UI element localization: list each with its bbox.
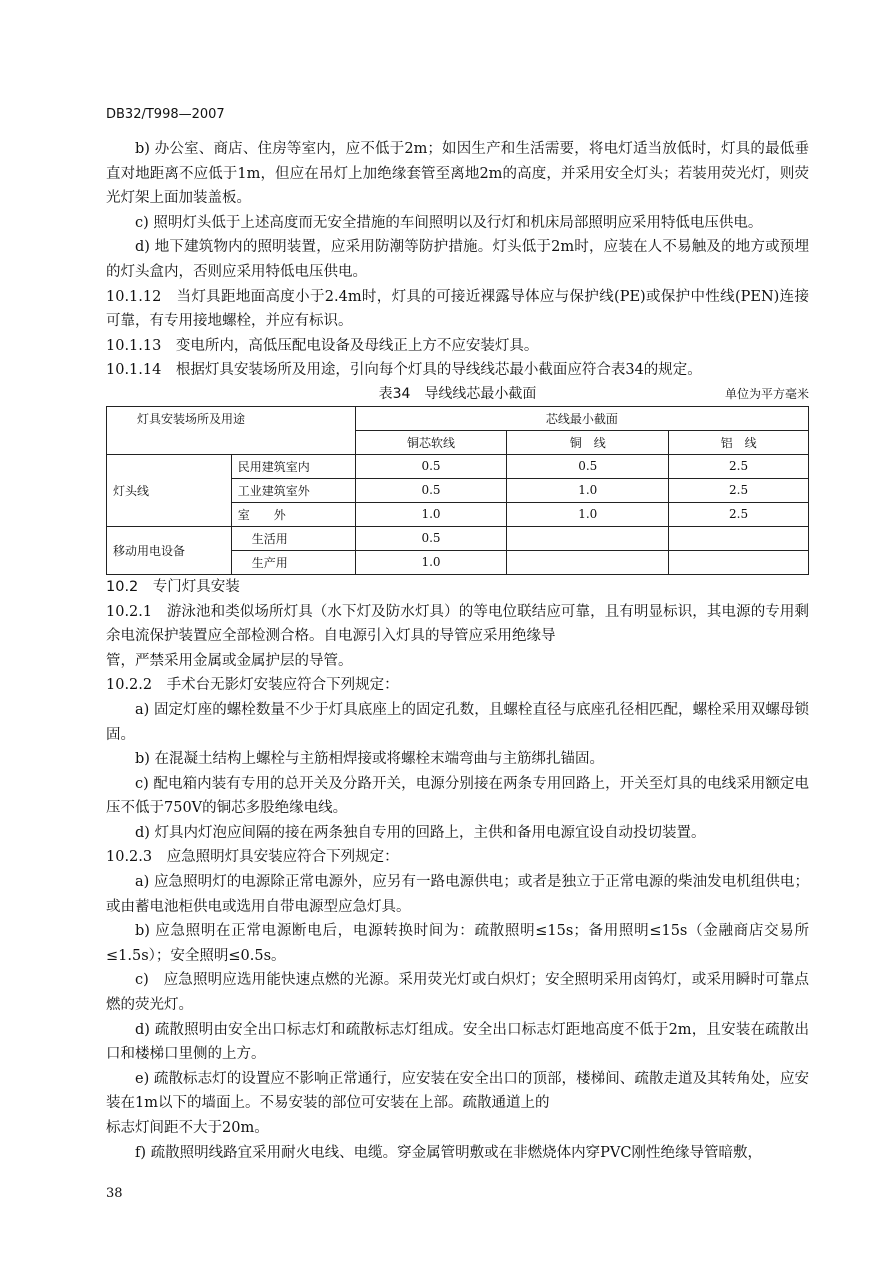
group-lamp-wire: 灯头线 — [107, 454, 232, 526]
row-label: 室 外 — [231, 502, 355, 526]
table-caption-row — [106, 383, 809, 406]
row-label: 民用建筑室内 — [231, 454, 355, 478]
paragraph: c) 配电箱内装有专用的总开关及分路开关，电源分别接在两条专用回路上，开关至灯具的电线采用额定电压不低于750V的铜芯多股绝缘电线。 — [106, 775, 809, 817]
cell: 1.0 — [507, 478, 669, 502]
cell: 1.0 — [507, 502, 669, 526]
cell — [507, 550, 669, 574]
table-caption: 表34 导线线芯最小截面 — [378, 385, 537, 402]
clause-10-2-2: 10.2.2 手术台无影灯安装应符合下列规定： — [106, 677, 399, 694]
header-min-core: 芯线最小截面 — [355, 406, 808, 430]
header-copper-soft: 铜芯软线 — [355, 430, 507, 454]
header-place-usage: 灯具安装场所及用途 — [107, 406, 356, 454]
row-label: 生产用 — [231, 550, 355, 574]
paragraph: f) 疏散照明线路宜采用耐火电线、电缆。穿金属管明敷或在非燃烧体内穿PVC刚性绝缘导管暗敷， — [135, 1144, 762, 1161]
cell: 2.5 — [669, 502, 809, 526]
cell: 0.5 — [355, 454, 507, 478]
document-header: DB32/T998—2007 — [106, 107, 225, 122]
paragraph: c) 照明灯头低于上述高度而无安全措施的车间照明以及行灯和机床局部照明应采用特低电压供电。 — [135, 214, 763, 231]
clause-10-1-14: 10.1.14 根据灯具安装场所及用途，引向每个灯具的导线线芯最小截面应符合表34的规定。 — [106, 362, 702, 379]
cell: 0.5 — [355, 526, 507, 550]
clause-10-1-13: 10.1.13 变电所内，高低压配电设备及母线正上方不应安装灯具。 — [106, 337, 539, 354]
table-unit: 单位为平方毫米 — [724, 386, 809, 401]
cell: 1.0 — [355, 550, 507, 574]
clause-10-1-12: 10.1.12 当灯具距地面高度小于2.4m时，灯具的可接近裸露导体应与保护线(PE)或保护中性线(PEN)连接可靠，有专用接地螺栓，并应有标识。 — [106, 288, 809, 330]
clause-10-2-1-cont: 管，严禁采用金属或金属护层的导管。 — [106, 652, 353, 669]
paragraph: d) 地下建筑物内的照明装置，应采用防潮等防护措施。灯头低于2m时，应装在人不易触及的地方或预埋的灯头盒内，否则应采用特低电压供电。 — [106, 239, 809, 280]
cell — [669, 526, 809, 550]
table-row — [107, 454, 809, 478]
cell: 1.0 — [355, 502, 507, 526]
group-mobile-equipment: 移动用电设备 — [107, 526, 232, 574]
header-aluminum: 铝 线 — [669, 430, 809, 454]
section-10-2-heading: 10.2 专门灯具安装 — [106, 578, 240, 595]
clause-10-2-3: 10.2.3 应急照明灯具安装应符合下列规定： — [106, 849, 399, 866]
cell: 2.5 — [669, 454, 809, 478]
table-row — [107, 526, 809, 550]
paragraph: d) 灯具内灯泡应间隔的接在两条独自专用的回路上，主供和备用电源宜设自动投切装置。 — [135, 824, 706, 841]
paragraph: c) 应急照明应选用能快速点燃的光源。采用荧光灯或白炽灯；安全照明采用卤钨灯，或采用瞬时可靠点燃的荧光灯。 — [106, 972, 809, 1014]
paragraph: e) 疏散标志灯的设置应不影响正常通行，应安装在安全出口的顶部，楼梯间、疏散走道及其转角处，应安装在1m以下的墙面上。不易安装的部位可安装在上部。疏散通道上的 — [106, 1070, 809, 1112]
header-copper: 铜 线 — [507, 430, 669, 454]
page-content — [106, 137, 809, 1165]
cell: 0.5 — [507, 454, 669, 478]
cell — [669, 550, 809, 574]
paragraph: b) 应急照明在正常电源断电后，电源转换时间为：疏散照明≤15s；备用照明≤15s（金融商店交易所≤1.5s）；安全照明≤0.5s。 — [106, 923, 809, 964]
paragraph: b) 办公室、商店、住房等室内，应不低于2m；如因生产和生活需要，将电灯适当放低时，灯具的最低垂直对地距离不应低于1m，但应在吊灯上加绝缘套管至离地2m的高度，并采用安全灯头；若装用荧光灯，则荧光灯架上面加装盖板。 — [106, 141, 809, 207]
row-label: 工业建筑室外 — [231, 478, 355, 502]
page-number: 38 — [106, 1186, 123, 1201]
paragraph: d) 疏散照明由安全出口标志灯和疏散标志灯组成。安全出口标志灯距地高度不低于2m，且安装在疏散出口和楼梯口里侧的上方。 — [106, 1021, 809, 1063]
row-label: 生活用 — [231, 526, 355, 550]
cell — [507, 526, 669, 550]
paragraph: a) 固定灯座的螺栓数量不少于灯具底座上的固定孔数，且螺栓直径与底座孔径相匹配，螺栓采用双螺母锁固。 — [106, 701, 809, 743]
paragraph: a) 应急照明灯的电源除正常电源外，应另有一路电源供电；或者是独立于正常电源的柴油发电机组供电；或由蓄电池柜供电或选用自带电源型应急灯具。 — [106, 874, 809, 915]
cell: 0.5 — [355, 478, 507, 502]
paragraph-cont: 标志灯间距不大于20m。 — [106, 1120, 269, 1136]
wire-cross-section-table — [106, 406, 809, 575]
paragraph: b) 在混凝土结构上螺栓与主筋相焊接或将螺栓末端弯曲与主筋绑扎锚固。 — [135, 751, 605, 768]
cell: 2.5 — [669, 478, 809, 502]
clause-10-2-1: 10.2.1 游泳池和类似场所灯具（水下灯及防水灯具）的等电位联结应可靠，且有明显标识，其电源的专用剩余电流保护装置应全部检测合格。自电源引入灯具的导管应采用绝缘导 — [106, 603, 809, 645]
